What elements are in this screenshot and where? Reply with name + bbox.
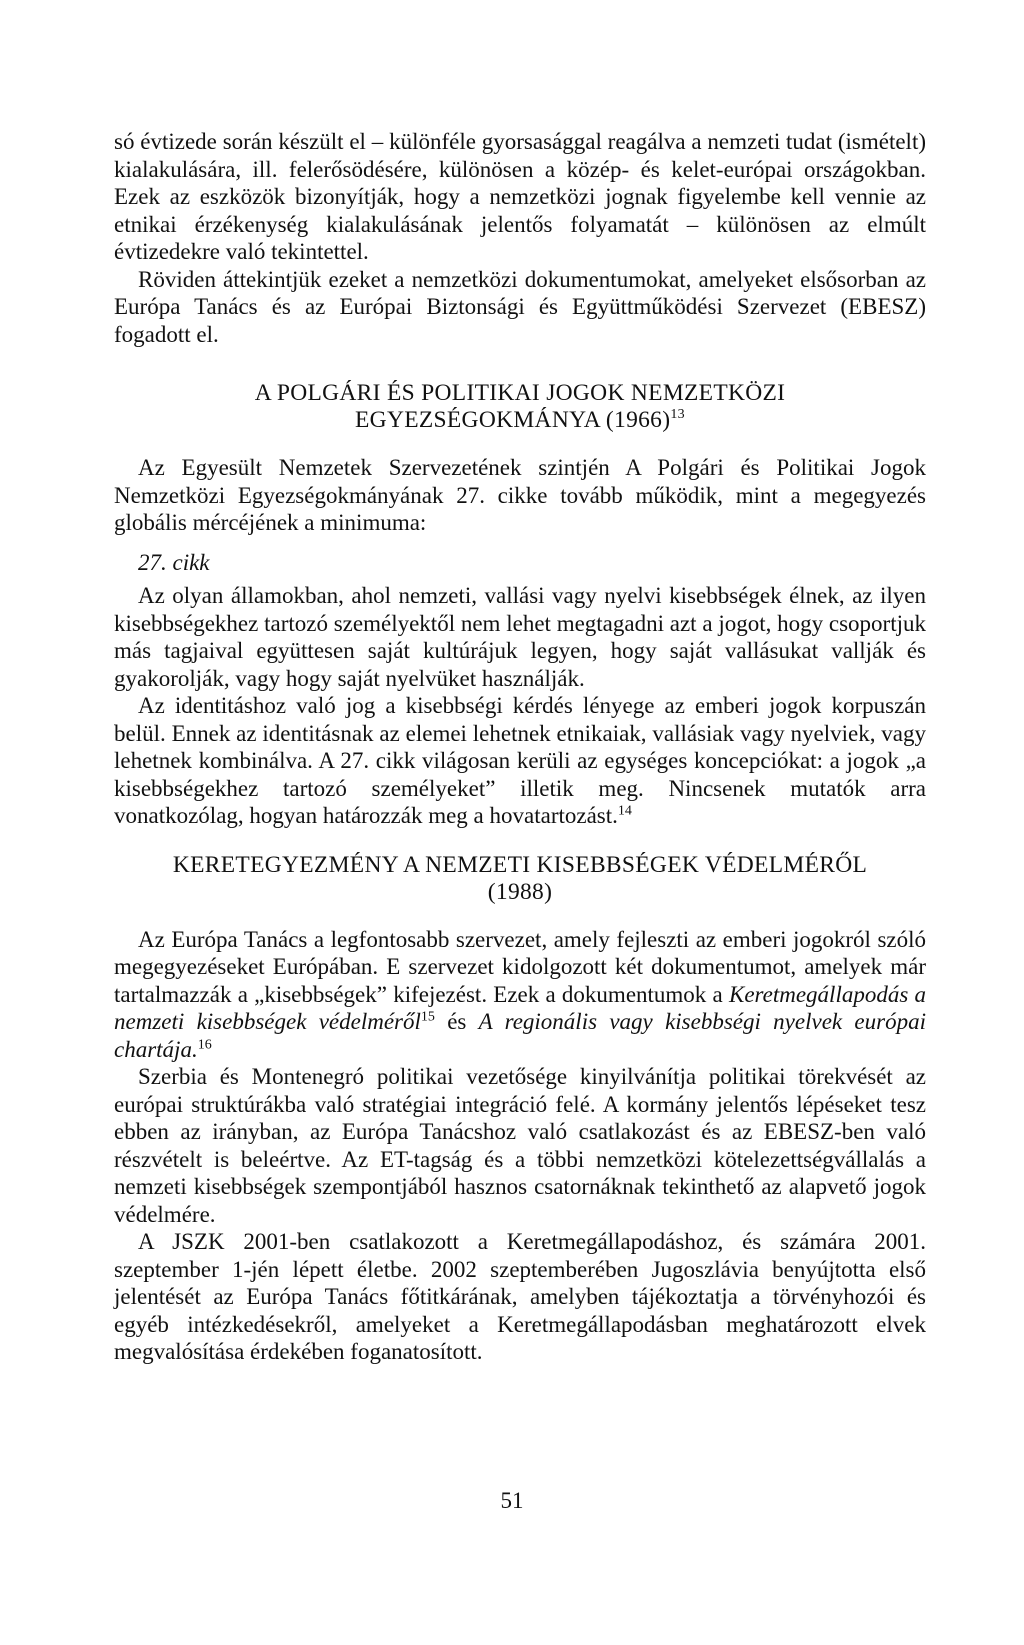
paragraph-identity xyxy=(114,692,926,830)
paragraph-council-of-europe xyxy=(114,926,926,1064)
heading-line xyxy=(114,407,926,434)
paragraph-serbia-montenegro: Szerbia és Montenegró politikai vezetősége kinyilvánítja politikai törekvését az európai struktúrákba való stratégiai integráció felé. A kormány jelentős lépéseket tesz ebben az irányban, az Európa Tanácshoz való csatlakozást és az EBESZ-ben való részvételt is beleértve. Az ET-tagság és a többi nemzetközi kötelezettségvállalás a nemzeti kisebbségek szempontjából hasznos csatornáknak tekinthető az alapvető jogok védelmére. xyxy=(114,1064,926,1227)
paragraph-un-level: Az Egyesült Nemzetek Szervezetének szintjén A Polgári és Politikai Jogok Nemzetközi Egyezségokmányának 27. cikke tovább működik, mint a megegyezés globális mércéjének a minimuma: xyxy=(114,455,926,535)
heading-line: (1988) xyxy=(487,878,553,905)
footnote-ref: 14 xyxy=(617,803,632,819)
section-heading-covenant xyxy=(114,380,926,434)
paragraph-text: Az Európa Tanács a legfontosabb szervezet, amely fejleszti az emberi jogokról szóló megegyezéseket Európában. E szervezet kidolgozott két dokumentumot, amelyek már tartalmazzák a „kisebbségek” kifejezést. Ezek a dokumentumok a xyxy=(114,926,926,1007)
page-body xyxy=(114,128,926,1366)
paragraph-overview: Röviden áttekintjük ezeket a nemzetközi dokumentumokat, amelyeket elsősorban az Európa Tanács és az Európai Biztonsági és Együttműködési Szervezet (EBESZ) fogadott el. xyxy=(114,266,926,347)
footnote-ref: 15 xyxy=(420,1009,435,1025)
section-heading-framework xyxy=(114,852,926,906)
article-label: 27. cikk xyxy=(138,549,210,575)
heading-text: EGYEZSÉGOKMÁNYA (1966) xyxy=(355,407,671,433)
footnote-ref: 16 xyxy=(197,1036,212,1052)
paragraph-fry-2001: A JSZK 2001-ben csatlakozott a Keretmegállapodáshoz, és számára 2001. szeptember 1-jén lépett életbe. 2002 szeptemberében Jugoszlávia benyújtotta első jelentését az Európa Tanács főtitkárának, amelyben tájékoztatja a törvényhozói és egyéb intézkedésekről, amelyeket a Keretmegállapodásban meghatározott elvek megvalósítása érdekében foganatosított. xyxy=(114,1229,926,1364)
document-title: Keretmegállapodás a nemzeti kisebbségek védelméről xyxy=(114,981,927,1034)
paragraph-text: és xyxy=(434,1009,479,1034)
document-title: A regionális vagy kisebbségi nyelvek európai chartája. xyxy=(114,1009,926,1062)
paragraph-article-27: Az olyan államokban, ahol nemzeti, vallási vagy nyelvi kisebbségek élnek, az ilyen kisebbségekhez tartozó személyektől nem lehet megtagadni azt a jogot, hogy csoportjuk más tagjaival együttesen saját kultúrájuk legyen, hogy saját vallásukat vallják és gyakorolják, vagy hogy saját nyelvüket használják. xyxy=(114,583,926,691)
footnote-ref: 13 xyxy=(670,407,685,423)
paragraph-text: Az identitáshoz való jog a kisebbségi kérdés lényege az emberi jogok korpuszán belül. Ennek az identitásnak az elemei lehetnek etnikaiak, vallásiak vagy nyelviek, vagy lehetnek kombinálva. A 27. cikk világosan kerüli az egységes koncepciókat: a jogok „a kisebbségekhez tartozó személyeket” illetik meg. Nincsenek mutatók arra vonatkozólag, hogyan határozzák meg a hovatartozást. xyxy=(114,693,926,828)
page-number: 51 xyxy=(500,1488,524,1513)
heading-line: KERETEGYEZMÉNY A NEMZETI KISEBBSÉGEK VÉDELMÉRŐL xyxy=(172,851,868,878)
paragraph-intro: só évtizede során készült el – különféle gyorsasággal reagálva a nemzeti tudat (ismételt) kialakulására, ill. felerősödésére, különösen a közép- és kelet-európai országokban. Ezek az eszközök bizonyítják, hogy a nemzetközi jognak figyelembe kell vennie az etnikai érzékenység kialakulásának jelentős folyamatát – különösen az elmúlt évtizedekre való tekintettel. xyxy=(114,129,926,264)
heading-line: A POLGÁRI ÉS POLITIKAI JOGOK NEMZETKÖZI xyxy=(254,380,786,406)
